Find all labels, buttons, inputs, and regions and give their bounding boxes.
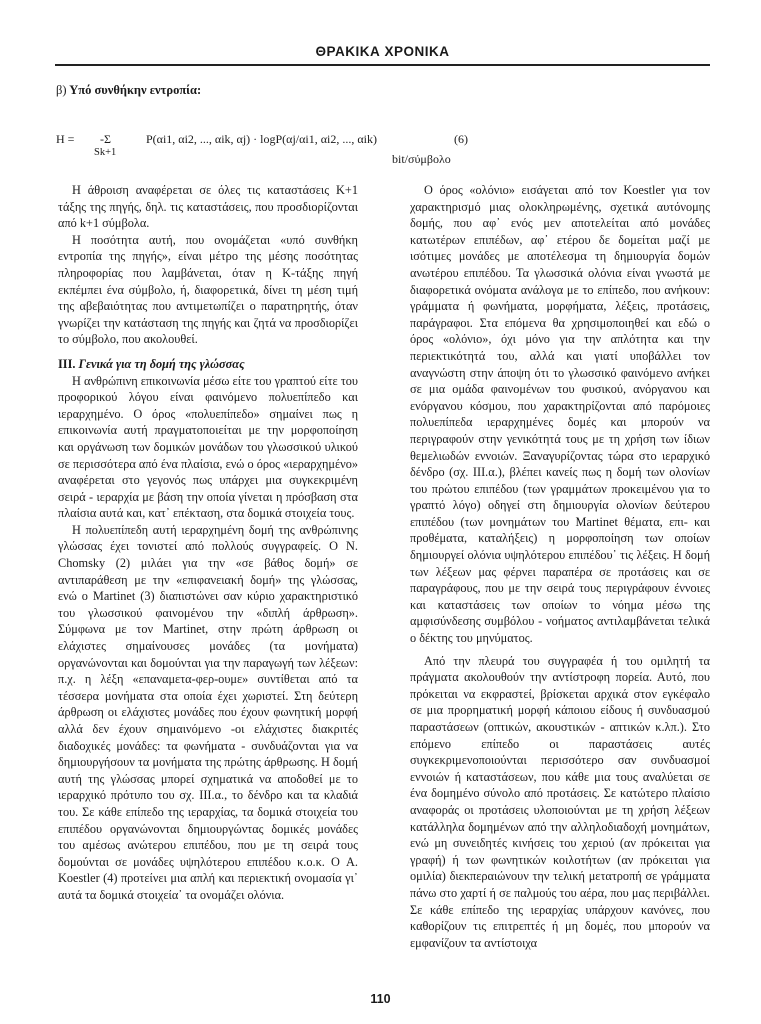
header-rule: [55, 64, 710, 66]
paragraph: Η άθροιση αναφέρεται σε όλες τις καταστάσεις K+1 τάξης της πηγής, δηλ. τις καταστάσεις, που προσδιορίζονται από k+1 σύμβολα.: [58, 183, 358, 231]
section-heading: [58, 356, 358, 373]
formula-unit: bit/σύμβολο: [392, 152, 451, 166]
running-header: ΘΡΑΚΙΚΑ ΧΡΟΝΙΚΑ: [315, 44, 450, 59]
subheading: [56, 83, 201, 98]
formula-sum-index: Sk+1: [94, 147, 117, 158]
paragraph: Από την πλευρά του συγγραφέα ή του ομιλητή τα πράγματα ακολουθούν την αντίστροφη πορεία. Αυτό, που πρόκειται να εκφραστεί, βρίσκεται αρχικά στον εγκέφαλο σε μια προρηματική μορφή κάποιου είδους ή συνδυασμού παραστάσεων (οπτικών, ακουστικών - απτικών κ.λπ.). Στο επόμενο επίπεδο οι παραστάσεις αυτές συγκεκριμενοποιούνται περισσότερο σαν συνδυασμοί εννοιών ή καταστάσεων, που κάθε μια τους αναλύεται σε ένα δομημένο σύνολο από προτάσεις. Σε κατώτερο πλαίσιο αναφοράς οι προτάσεις υλοποιούνται με τη χρήση λέξεων κατάλληλα δομημένων από την αλληλοδιαδοχή μονημάτων, ενώ μη συνειδητές κινήσεις του χεριού (αν πρόκειται για γραφή) ή των φωνητικών κοιλοτήτων (αν πρόκειται για ομιλία) διεκπεραιώνουν την τελική μετατροπή σε γράμματα πάνω στο χαρτί ή σε παλμούς του αέρα, που μας περιβάλλει. Σε κάθε επίπεδο της ιεραρχίας υπάρχουν κανόνες, που καθορίζουν τις επιτρεπτές ή μη δομές, που μπορούν να εμφανίζουν τα αντίστοιχα: [410, 653, 710, 950]
paragraph: Η πολυεπίπεδη αυτή ιεραρχημένη δομή της ανθρώπινης γλώσσας έχει τονιστεί από πολλούς συγγραφείς. Ο N. Chomsky (2) μιλάει για την «σε βάθος δομή» σε αντιπαράθεση με την «επιφανειακή δομή» της γλώσσας, ενώ ο Martinet (3) διαπιστώνει σαν κύριο χαρακτηριστικό του γλωσσικού φαινομένου την «διπλή άρθρωση». Σύμφωνα με τον Martinet, στην πρώτη άρθρωση οι ελάχιστες σημαίνουσες μονάδες (τα μονήματα) οργανώνονται και δομούνται για την παραγωγή των λέξεων: π.χ. η λέξη «επαναμετα-φερ-ουμε» συντίθεται από τα τέσσερα μονήματα στα οποία έχει χωριστεί. Στη δεύτερη άρθρωση οι ελάχιστες μονάδες που έχουν φωνητική μορφή αλλά δεν έχουν σημαινόμενο -οι ελάχιστες διακριτές διαδοχικές μονάδες: τα φωνήματα - συνδυάζονται για να δημιουργήσουν τα μονήματα της πρώτης άρθρωσης. Η δομή αυτή της γλώσσας μπορεί σχηματικά να αποδοθεί με το ιεραρχικό πρότυπο του σχ. III.α., το δένδρο και τα κλαδιά του. Σε κάθε επίπεδο της ιεραρχίας, τα δομικά στοιχεία του επιπέδου οργανώνονται δημιουργώντας δομικές μονάδες του αμέσως ανώτερου επιπέδου, που με τη σειρά τους δομούνται σε μονάδες υψηλότερου επιπέδου κ.ο.κ. Ο A. Koestler (4) προτείνει μια απλή και περιεκτική ονομασία γι᾽ αυτά τα δομικά στοιχεία᾽ τα ονομάζει ολόνια.: [58, 522, 358, 902]
formula-expression: P(αi1, αi2, ..., αik, αj) · logP(αj/αi1, αi2, ..., αik): [146, 132, 377, 146]
paragraph: Ο όρος «ολόνιο» εισάγεται από τον Koestler για τον χαρακτηρισμό μιας ολοκληρωμένης, σχετικά αυτόνομης δομής, που αφ᾽ ενός μεν αποτελείται από μονάδες κατωτέρων επιπέδων, αφ᾽ ετέρου δε δομείται μαζί με ισότιμες μονάδες με αποτέλεσμα τη δημιουργία δομών ανωτέρου επιπέδου. Τα γλωσσικά ολόνια είναι γνωστά με διαφορετικά ονόματα ανάλογα με το επίπεδο, που ανήκουν: γράμματα ή φωνήματα, μορφήματα, λέξεις, προτάσεις, παράγραφοι. Στα επόμενα θα χρησιμοποιηθεί και εδώ ο όρος «ολόνιο», όχι μόνο για την απλότητα και την περιεκτικότητά του, αλλά και γιατί υποβάλλει τον αναγνώστη στην άποψη ότι το γλωσσικό φαινόμενο ανήκει σε μια ομάδα φαινομένων του φυσικού, ανόργανου και ενόργανου κόσμου, που χαρακτηρίζονται από παρόμοιες πολυεπίπεδα ιεραρχημένες δομές και μπορούν να περιγραφούν στην γενικότητά τους με τη χρήση των ίδιων θεμελιωδών εννοιών. Ξαναγυρίζοντας τώρα στο ιεραρχικό δένδρο (σχ. III.α.), βλέπει κανείς πως η δομή των ολονίων του πρώτου επιπέδου (των γραμμάτων προκειμένου για το γραπτό λόγο) οδηγεί στη δημιουργία ολονίων δεύτερου επιπέδου (των μονημάτων του Martinet θέματα, επι- και προθέματα, καταλήξεις) η μορφοποίηση των οποίων δημιουργεί ολόνια υψηλότερου επιπέδου᾽ τις λέξεις. Η δομή των λέξεων μας φέρνει παραπέρα σε προτάσεις και σε παραγράφους, που με την σειρά τους περιγράφουν έννοιες και καταστάσεις των οποίων το νόημα μέσω της αμφισύνδεσης συμβόλου - νοήματος αντιλαμβάνεται τελικά ο δέκτης του μηνύματος.: [410, 183, 710, 646]
formula-lhs: H =: [56, 132, 75, 146]
paragraph: Η ποσότητα αυτή, που ονομάζεται «υπό συνθήκη εντροπία της πηγής», είναι μέτρο της μέσης ποσότητας πληροφορίας που λαμβάνεται, όταν η K-τάξης πηγή εκπέμπει ένα σύμβολο, ή, διαφορετικά, δίνει τη μέση τιμή της αβεβαιότητας που αντιμετωπίζει ο παρατηρητής, όταν γνωρίζει την κατάσταση της πηγής και ζητά να προσδιορίζει το σύμβολο, που ακολουθεί.: [58, 232, 358, 347]
paragraph: Η ανθρώπινη επικοινωνία μέσω είτε του γραπτού είτε του προφορικού λόγου είναι φαινόμενο πολυεπίπεδο και ιεραρχημένο. Ο όρος «πολυεπίπεδο» σημαίνει πως η επικοινωνία αυτή πραγματοποιείται με την μορφοποίηση και οργάνωση των δομικών μονάδων του γλωσσικού υλικού σε περισσότερα από ένα πλαίσια, ενώ ο όρος «ιεραρχημένο» αναφέρεται στο γεγονός πως υπάρχει μια συγκεκριμένη σειρά - ιεραρχία με βάση την οποία γίνεται η πρόσβαση στα πλαίσια αυτά και, κατ᾽ επέκταση, στα δομικά στοιχεία τους.: [58, 373, 358, 521]
section-title: Γενικά για τη δομή της γλώσσας: [78, 356, 245, 371]
subheading-text: Υπό συνθήκην εντροπία:: [69, 83, 202, 97]
right-column: [410, 182, 710, 951]
formula-number: (6): [454, 132, 468, 146]
subheading-lead: β): [56, 83, 67, 97]
entropy-formula: [56, 130, 716, 170]
page-number: 110: [370, 992, 391, 1006]
section-number: III.: [58, 356, 76, 371]
left-column: [58, 182, 358, 904]
formula-sum: -Σ: [100, 132, 111, 146]
